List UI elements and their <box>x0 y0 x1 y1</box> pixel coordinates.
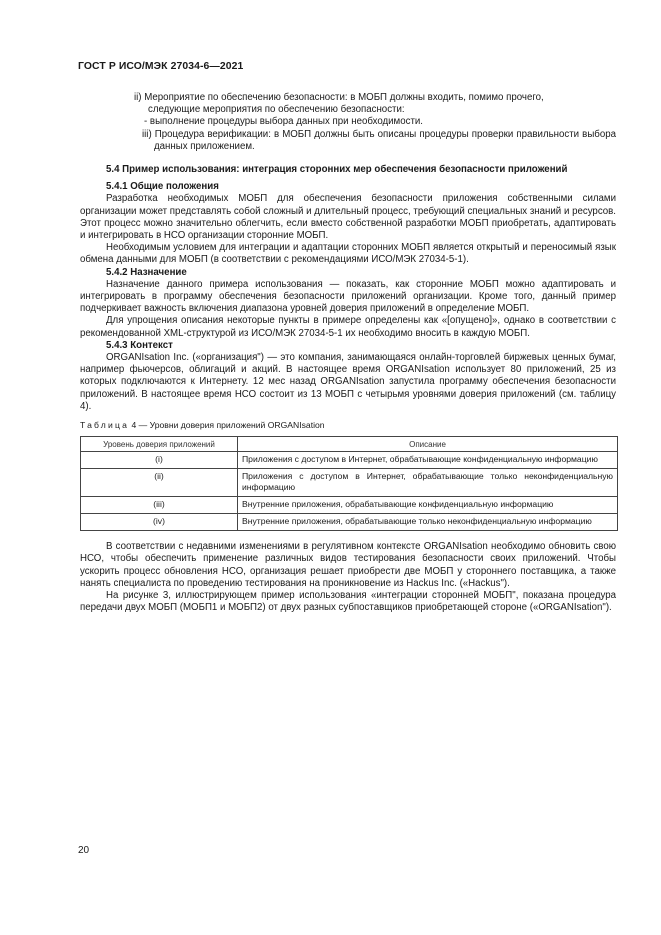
document-body <box>80 92 616 615</box>
paragraph: В соответствии с недавними изменениями в регулятивном контексте ORGANIsation необходимо обновить свою НСО, чтобы обеспечить применение различных видов тестирования безопасности своих приложений. Чтобы ускорить процесс обновления НСО, организация решает приобрести две МОБП у стороннего поставщика, а также нанять специалиста по проведению тестирования на проникновение из Hackus Inc. («Hackus"). <box>80 541 616 589</box>
cell-description: Приложения с доступом в Интернет, обрабатывающие только неконфиденциальную информацию <box>238 469 618 497</box>
list-item-ii-bullet: - выполнение процедуры выбора данных при необходимости. <box>144 116 423 128</box>
list-item-ii-continuation: следующие мероприятия по обеспечению безопасности: <box>148 104 405 116</box>
column-header-description: Описание <box>238 437 618 452</box>
table-row <box>81 469 618 497</box>
table-row <box>81 514 618 531</box>
column-header-level: Уровень доверия приложений <box>81 437 238 452</box>
page-number: 20 <box>78 845 90 856</box>
paragraph: Назначение данного примера использования — показать, как сторонние МОБП можно адаптировать и интегрировать в программу обеспечения безопасности приложений организации. Кроме того, данный пример подчеркивает важность включения диапазона уровней доверия приложений в определение МОБП. <box>80 278 616 315</box>
table-row <box>81 452 618 469</box>
table-caption-text: 4 — Уровни доверия приложений ORGANIsation <box>131 420 325 431</box>
list-item-iii: iii) Процедура верификации: в МОБП должны быть описаны процедуры проверки правильности выбора данных приложением. <box>142 128 616 152</box>
cell-level: (iii) <box>81 497 238 514</box>
list-item-ii: ii) Мероприятие по обеспечению безопасности: в МОБП должны входить, помимо прочего, <box>134 92 544 103</box>
section-heading-5-4: 5.4 Пример использования: интеграция сторонних мер обеспечения безопасности приложений <box>106 164 568 176</box>
subsection-heading-5-4-3: 5.4.3 Контекст <box>106 339 173 351</box>
cell-description: Внутренние приложения, обрабатывающие только неконфиденциальную информацию <box>238 514 618 531</box>
table-row <box>81 497 618 514</box>
subsection-heading-5-4-2: 5.4.2 Назначение <box>106 266 187 278</box>
paragraph: Необходимым условием для интеграции и адаптации сторонних МОБП является открытый и переносимый язык обмена данными для МОБП (в соответствии с рекомендациями ИСО/МЭК 27034-5-1). <box>80 242 616 266</box>
document-header: ГОСТ Р ИСО/МЭК 27034-6—2021 <box>78 61 244 72</box>
table-caption-label: Таблица <box>80 420 130 431</box>
subsection-heading-5-4-1: 5.4.1 Общие положения <box>106 181 219 193</box>
cell-level: (ii) <box>81 469 238 497</box>
trust-levels-table <box>80 436 618 531</box>
cell-level: (iv) <box>81 514 238 531</box>
paragraph: Для упрощения описания некоторые пункты в примере определены как «[опущено]», однако в соответствии с рекомендованной XML-структурой из ИСО/МЭК 27034-5-1 их необходимо вносить в каждую МОБП. <box>80 315 616 339</box>
table-caption <box>80 419 616 431</box>
cell-level: (i) <box>81 452 238 469</box>
paragraph: На рисунке 3, иллюстрирующем пример использования «интеграции сторонней МОБП", показана процедура передачи двух МОБП (МОБП1 и МОБП2) от двух разных субпоставщиков приобретающей стороне («ORGANIsation"). <box>80 590 616 614</box>
table-header-row <box>81 437 618 452</box>
paragraph: Разработка необходимых МОБП для обеспечения безопасности приложения собственными силами организации может представлять собой сложный и длительный процесс, требующий специальных знаний и ресурсов. Этот процесс можно значительно облегчить, если вместо собственной разработки МОБП приобретать, адаптировать и интегрировать в НСО организации сторонние МОБП. <box>80 193 616 242</box>
cell-description: Приложения с доступом в Интернет, обрабатывающие конфиденциальную информацию <box>238 452 618 469</box>
cell-description: Внутренние приложения, обрабатывающие конфиденциальную информацию <box>238 497 618 514</box>
paragraph: ORGANIsation Inc. («организация") — это компания, занимающаяся онлайн-торговлей биржевых ценных бумаг, например фьючерсов, облигаций и акций. В настоящее время ORGANIsation использует 80 приложений, 25 из которых подключаются к Интернету. 12 мес назад ORGANIsation запустила программу обеспечения безопасности приложений. В настоящее время НСО состоит из 13 МОБП с четырьмя уровнями доверия приложений (см. таблицу 4). <box>80 352 616 412</box>
